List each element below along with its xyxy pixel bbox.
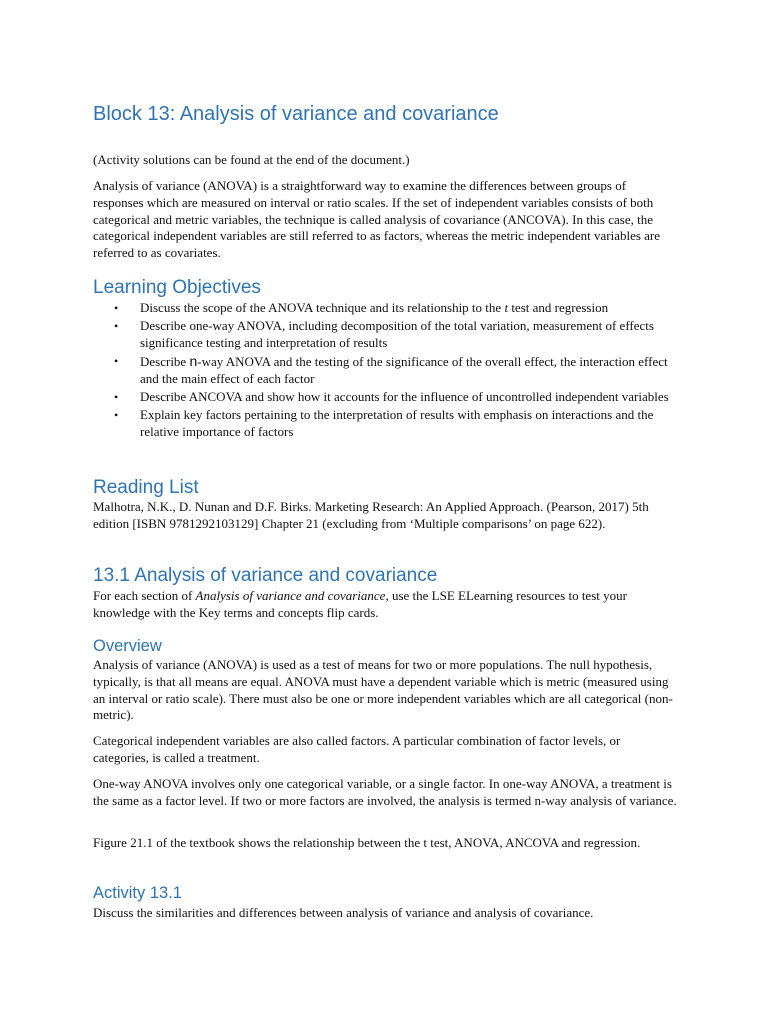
bullet-icon: • — [114, 389, 119, 404]
bullet-icon: • — [114, 301, 119, 315]
bullet-icon: • — [114, 407, 119, 422]
section-13-1-heading: 13.1 Analysis of variance and covariance — [93, 565, 438, 586]
overview-paragraph: Categorical independent variables are also called factors. A particular combination of factor levels, or categories, is called a treatment. — [93, 733, 621, 765]
learning-objectives-list — [93, 300, 678, 441]
bullet-icon: • — [114, 354, 119, 369]
activity-heading: Activity 13.1 — [93, 884, 182, 902]
reading-list-heading: Reading List — [93, 477, 199, 498]
objective-item: • Describe one-way ANOVA, including decomposition of the total variation, measurement of effects significance testing and interpretation of results — [114, 317, 654, 350]
overview-heading: Overview — [93, 637, 162, 655]
intro-paragraph: Analysis of variance (ANOVA) is a straightforward way to examine the differences between groups of responses which are measured on interval or ratio scales. If the set of independent variables consists of both categorical and metric variables, the technique is called analysis of covariance (ANCOVA). In this case, the categorical independent variables are still referred to as factors, whereas the metric independent variables are referred to as covariates. — [93, 178, 661, 261]
solutions-note: (Activity solutions can be found at the end of the document.) — [93, 152, 410, 167]
objective-item: • Describe ANCOVA and show how it accounts for the influence of uncontrolled independent variables — [114, 388, 669, 404]
objective-item: • Discuss the scope of the ANOVA technique and its relationship to the t test and regression — [114, 300, 609, 315]
overview-paragraph: One-way ANOVA involves only one categorical variable, or a single factor. In one-way ANOVA, a treatment is the same as a factor level. If two or more factors are involved, the analysis is termed n-way analysis of variance. — [93, 776, 677, 808]
overview-paragraph: Analysis of variance (ANOVA) is used as a test of means for two or more populations. The null hypothesis, typically, is that all means are equal. ANOVA must have a dependent variable which is metric (measured using an interval or ratio scale). There must also be one or more independent variables which are all categorical (non-metric). — [93, 657, 673, 723]
activity-text: Discuss the similarities and differences between analysis of variance and analysis of covariance. — [93, 905, 594, 920]
learning-objectives-heading: Learning Objectives — [93, 277, 261, 298]
objective-item: • Explain key factors pertaining to the interpretation of results with emphasis on interactions and the relative importance of factors — [114, 406, 654, 439]
reading-list-entry: Malhotra, N.K., D. Nunan and D.F. Birks. Marketing Research: An Applied Approach. (Pearson, 2017) 5th edition [ISBN 9781292103129] Chapter 21 (excluding from ‘Multiple comparisons’ on page 622). — [93, 499, 649, 531]
section-13-1-text: For each section of Analysis of variance and covariance, use the LSE ELearning resources to test your knowledge with the Key terms and concepts flip cards. — [93, 588, 627, 620]
document-title: Block 13: Analysis of variance and covariance — [93, 103, 499, 125]
objective-item: • Describe n-way ANOVA and the testing of the significance of the overall effect, the interaction effect and the main effect of each factor — [114, 353, 668, 387]
overview-paragraph: Figure 21.1 of the textbook shows the relationship between the t test, ANOVA, ANCOVA and regression. — [93, 835, 641, 850]
bullet-icon: • — [114, 318, 119, 333]
